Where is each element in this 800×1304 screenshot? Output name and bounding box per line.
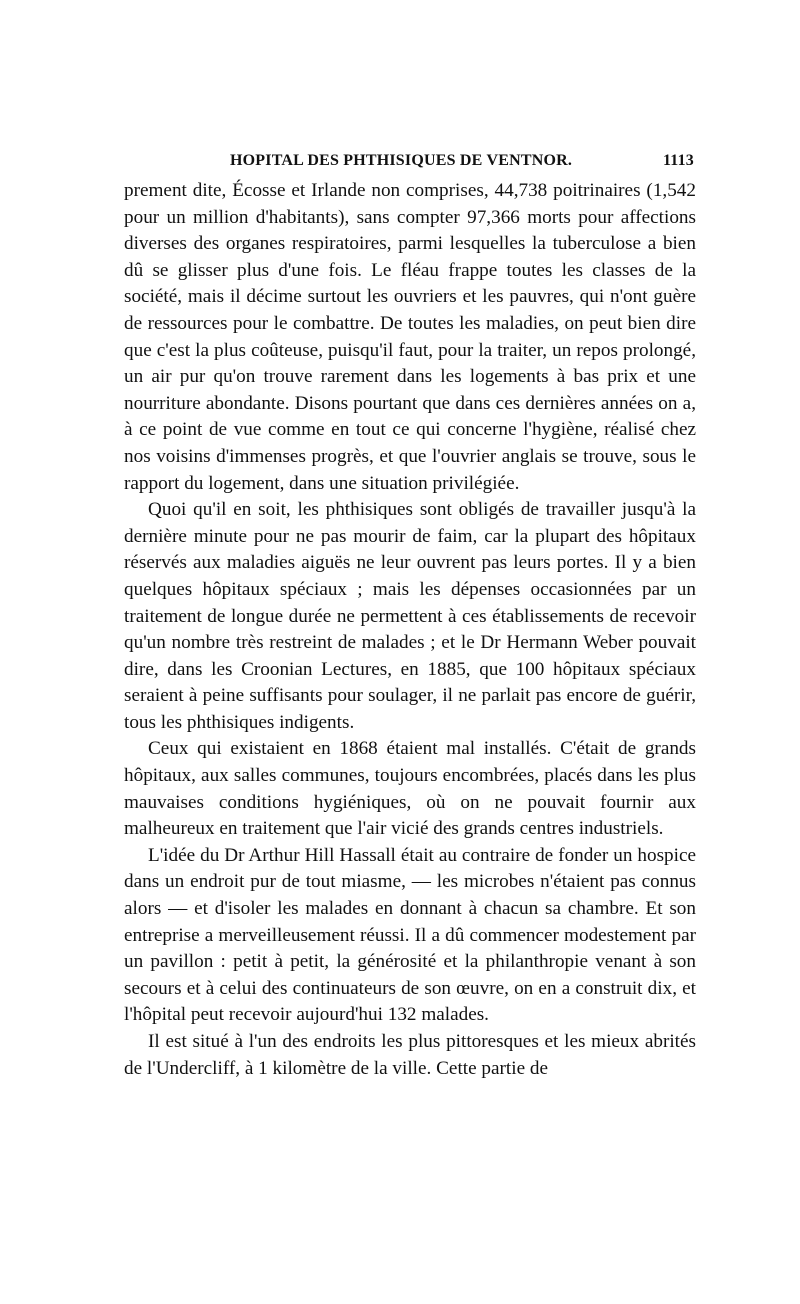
running-header xyxy=(124,150,696,174)
paragraph-continuation: prement dite, Écosse et Irlande non comprises, 44,738 poitrinaires (1,542 pour un million d'habitants), sans compter 97,366 morts pour affections diverses des organes respiratoires, parmi lesquelles la tuberculose a bien dû se glisser plus d'une fois. Le fléau frappe toutes les classes de la société, mais il décime surtout les ouvriers et les pauvres, qui n'ont guère de ressources pour le combattre. De toutes les maladies, on peut bien dire que c'est la plus coûteuse, puisqu'il faut, pour la traiter, un repos prolongé, un air pur qu'on trouve rarement dans les logements à bas prix et une nourriture abondante. Disons pourtant que dans ces dernières années on a, à ce point de vue comme en tout ce qui concerne l'hygiène, réalisé chez nos voisins d'immenses progrès, et que l'ouvrier anglais se trouve, sous le rapport du logement, dans une situation privilégiée. xyxy=(124,180,696,494)
page-number: 1113 xyxy=(662,152,694,169)
running-title: HOPITAL DES PHTHISIQUES DE VENTNOR. xyxy=(230,152,573,169)
paragraph-phthisiques-work: Quoi qu'il en soit, les phthisiques sont obligés de travailler jusqu'à la dernière minute pour ne pas mourir de faim, car la plupart des hôpitaux réservés aux maladies aiguës ne leur ouvrent pas leurs portes. Il y a bien quelques hôpitaux spéciaux ; mais les dépenses occasionnées par un traitement de longue durée ne permettent à ces établissements de recevoir qu'un nombre très restreint de malades ; et le Dr Hermann Weber pouvait dire, dans les Croonian Lectures, en 1885, que 100 hôpitaux spéciaux seraient à peine suffisants pour soulager, il ne parlait pas encore de guérir, tous les phthisiques indigents. xyxy=(124,499,696,733)
paragraph-existing-hospitals: Ceux qui existaient en 1868 étaient mal installés. C'était de grands hôpitaux, aux salles communes, toujours encombrées, placés dans les plus mauvaises conditions hygiéniques, où on ne pouvait fournir aux malheureux en traitement que l'air vicié des grands centres industriels. xyxy=(124,738,696,840)
body-text xyxy=(124,178,696,1082)
paragraph-hassall-idea: L'idée du Dr Arthur Hill Hassall était au contraire de fonder un hospice dans un endroit pur de tout miasme, — les microbes n'étaient pas connus alors — et d'isoler les malades en donnant à chacun sa chambre. Et son entreprise a merveilleusement réussi. Il a dû commencer modestement par un pavillon : petit à petit, la générosité et la philanthropie venant à son secours et à celui des continuateurs de son œuvre, on en a construit dix, et l'hôpital peut recevoir aujourd'hui 132 malades. xyxy=(124,844,696,1026)
book-page xyxy=(124,150,696,1082)
paragraph-location: Il est situé à l'un des endroits les plus pittoresques et les mieux abrités de l'Undercliff, à 1 kilomètre de la ville. Cette partie de xyxy=(124,1031,696,1079)
